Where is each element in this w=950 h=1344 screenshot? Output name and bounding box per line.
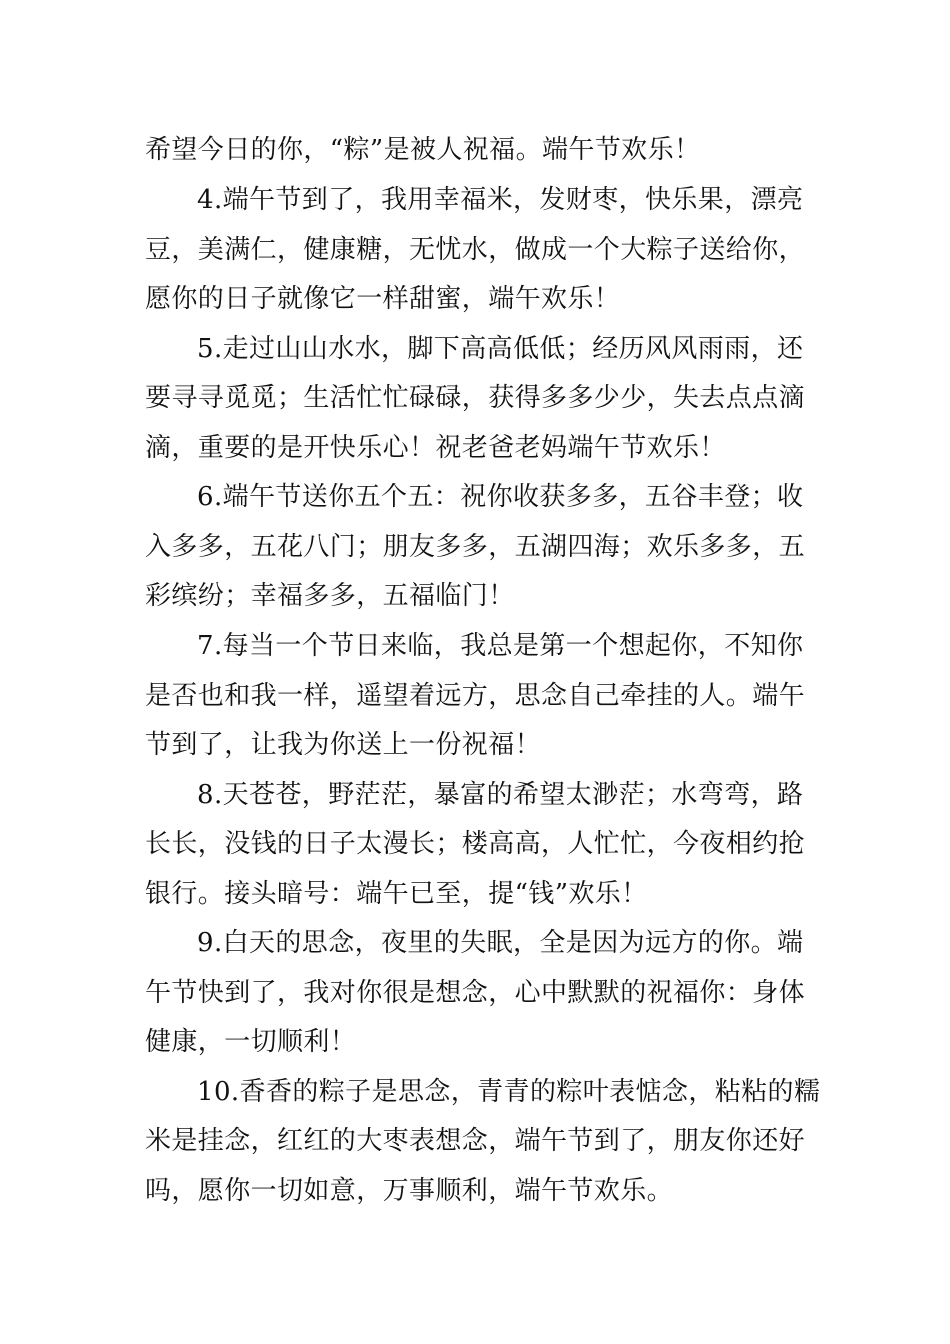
paragraph-line: 豆，美满仁，健康糖，无忧水，做成一个大粽子送给你， [145, 235, 806, 265]
paragraph-line: 滴，重要的是开快乐心！祝老爸老妈端午节欢乐！ [145, 433, 726, 463]
paragraph-line: 长长，没钱的日子太漫长；楼高高，人忙忙，今夜相约抢 [145, 829, 806, 859]
paragraph-line: 5.走过山山水水，脚下高高低低；经历风风雨雨，还 [197, 334, 804, 364]
paragraph-line: 7.每当一个节日来临，我总是第一个想起你，不知你 [197, 631, 804, 661]
paragraph-line: 9.白天的思念，夜里的失眠，全是因为远方的你。端 [197, 928, 804, 958]
paragraph-line: 8.天苍苍，野茫茫，暴富的希望太渺茫；水弯弯，路 [197, 780, 804, 810]
paragraph-line: 节到了，让我为你送上一份祝福！ [145, 730, 542, 760]
paragraph-line: 入多多，五花八门；朋友多多，五湖四海；欢乐多多，五 [145, 532, 806, 562]
paragraph-line: 是否也和我一样，遥望着远方，思念自己牵挂的人。端午 [145, 681, 806, 711]
paragraph-line: 午节快到了，我对你很是想念，心中默默的祝福你：身体 [145, 978, 806, 1008]
paragraph-line: 银行。接头暗号：端午已至，提“钱”欢乐！ [145, 879, 648, 909]
paragraph-line: 健康，一切顺利！ [145, 1027, 357, 1057]
paragraph-line: 吗，愿你一切如意，万事顺利，端午节欢乐。 [145, 1176, 674, 1206]
paragraph-line: 要寻寻觅觅；生活忙忙碌碌，获得多多少少，失去点点滴 [145, 383, 806, 413]
paragraph-line: 彩缤纷；幸福多多，五福临门！ [145, 581, 515, 611]
paragraph-line: 愿你的日子就像它一样甜蜜，端午欢乐！ [145, 284, 621, 314]
paragraph-line: 希望今日的你，“粽”是被人祝福。端午节欢乐！ [145, 135, 701, 165]
paragraph-line: 6.端午节送你五个五：祝你收获多多，五谷丰登；收 [197, 482, 804, 512]
paragraph-line: 米是挂念，红红的大枣表想念，端午节到了，朋友你还好 [145, 1126, 806, 1156]
paragraph-line: 10.香香的粽子是思念，青青的粽叶表惦念，粘粘的糯 [197, 1077, 821, 1107]
paragraph-line: 4.端午节到了，我用幸福米，发财枣，快乐果，漂亮 [197, 185, 804, 215]
